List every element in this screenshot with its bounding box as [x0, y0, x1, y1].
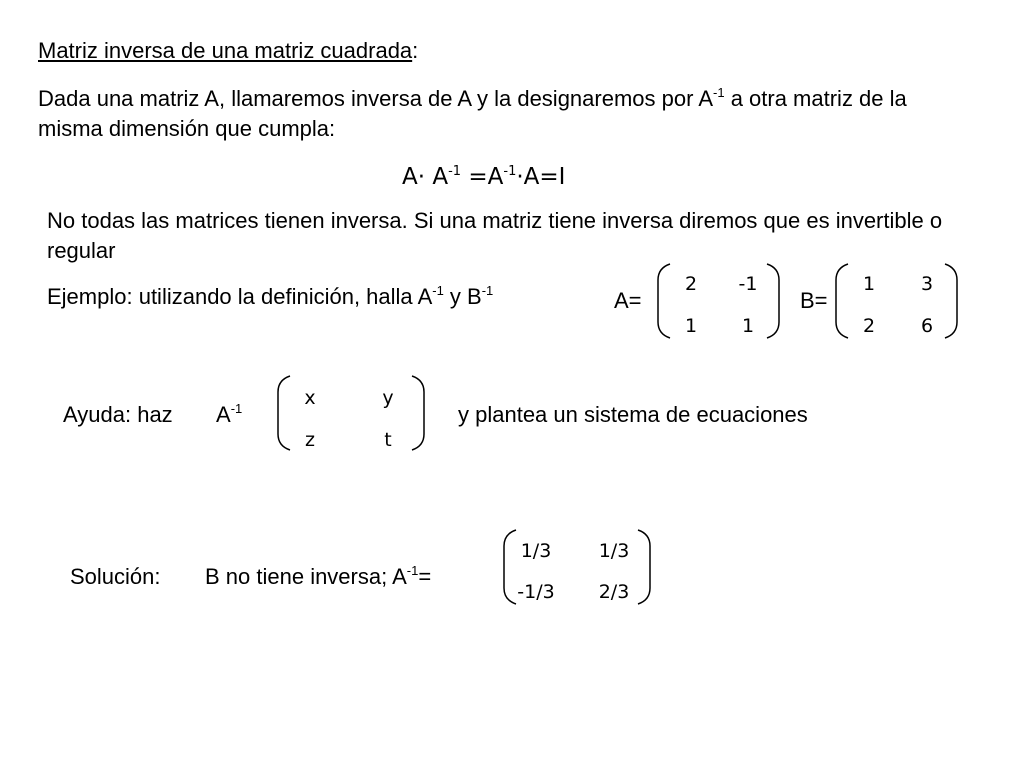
intro-superscript: -1	[713, 85, 725, 100]
matrix-a-cell: -1	[738, 273, 758, 295]
intro-paragraph	[38, 84, 958, 144]
example-text	[47, 282, 493, 312]
solution-label: Solución:	[70, 564, 161, 589]
title-text: Matriz inversa de una matriz cuadrada	[38, 38, 413, 63]
hint-prefix: Ayuda: haz	[63, 402, 173, 427]
matrix-a	[656, 262, 781, 340]
formula-sup-1: -1	[448, 164, 462, 179]
formula-sup-2: -1	[503, 164, 517, 179]
formula-part-b: =A	[461, 164, 504, 190]
hint-a-inverse	[216, 400, 242, 430]
matrix-solution-cell: 1/3	[598, 540, 630, 562]
inverse-formula	[402, 160, 565, 194]
formula-part-a: A· A	[402, 164, 449, 190]
matrix-solution-cell: -1/3	[517, 581, 555, 603]
matrix-solution-cell: 2/3	[598, 581, 630, 603]
formula-part-c: ·A=I	[516, 164, 566, 190]
solution-sup: -1	[406, 563, 419, 578]
matrix-unknowns-cell: t	[384, 429, 392, 451]
matrix-unknowns	[276, 374, 426, 452]
example-sup-2: -1	[481, 283, 494, 298]
matrix-a-cell: 2	[684, 273, 698, 295]
matrix-b-cell: 2	[862, 315, 876, 337]
intro-text-2: a otra matriz de la misma dimensión que cumpla:	[38, 86, 907, 141]
hint-a: A	[216, 402, 231, 427]
hint-suffix: y plantea un sistema de ecuaciones	[458, 402, 808, 427]
hint-sup: -1	[230, 401, 243, 416]
intro-text-1: Dada una matriz A, llamaremos inversa de A y la designaremos por A	[38, 86, 714, 111]
slide-title	[38, 36, 418, 66]
solution-equals: =	[418, 564, 432, 589]
matrix-unknowns-cell: y	[382, 387, 394, 409]
note-paragraph: No todas las matrices tienen inversa. Si una matriz tiene inversa diremos que es invertible o regular	[47, 208, 943, 263]
matrix-b	[834, 262, 959, 340]
matrix-solution-cell: 1/3	[520, 540, 552, 562]
example-text-2: y B	[443, 284, 482, 309]
matrix-a-cell: 1	[684, 315, 698, 337]
matrix-a-cell: 1	[741, 315, 755, 337]
matrix-unknowns-cell: x	[304, 387, 316, 409]
example-text-1: Ejemplo: utilizando la definición, halla A	[47, 284, 433, 309]
matrix-b-cell: 1	[862, 273, 876, 295]
example-sup-1: -1	[432, 283, 444, 298]
matrix-unknowns-cell: z	[305, 429, 315, 451]
solution-text-main: B no tiene inversa; A	[205, 564, 407, 589]
matrix-solution	[502, 528, 652, 606]
matrix-b-cell: 6	[920, 315, 934, 337]
matrix-b-cell: 3	[920, 273, 934, 295]
solution-text	[205, 562, 431, 592]
title-colon: :	[412, 38, 419, 63]
matrix-b-label: B=	[800, 288, 828, 313]
matrix-a-label: A=	[614, 288, 642, 313]
